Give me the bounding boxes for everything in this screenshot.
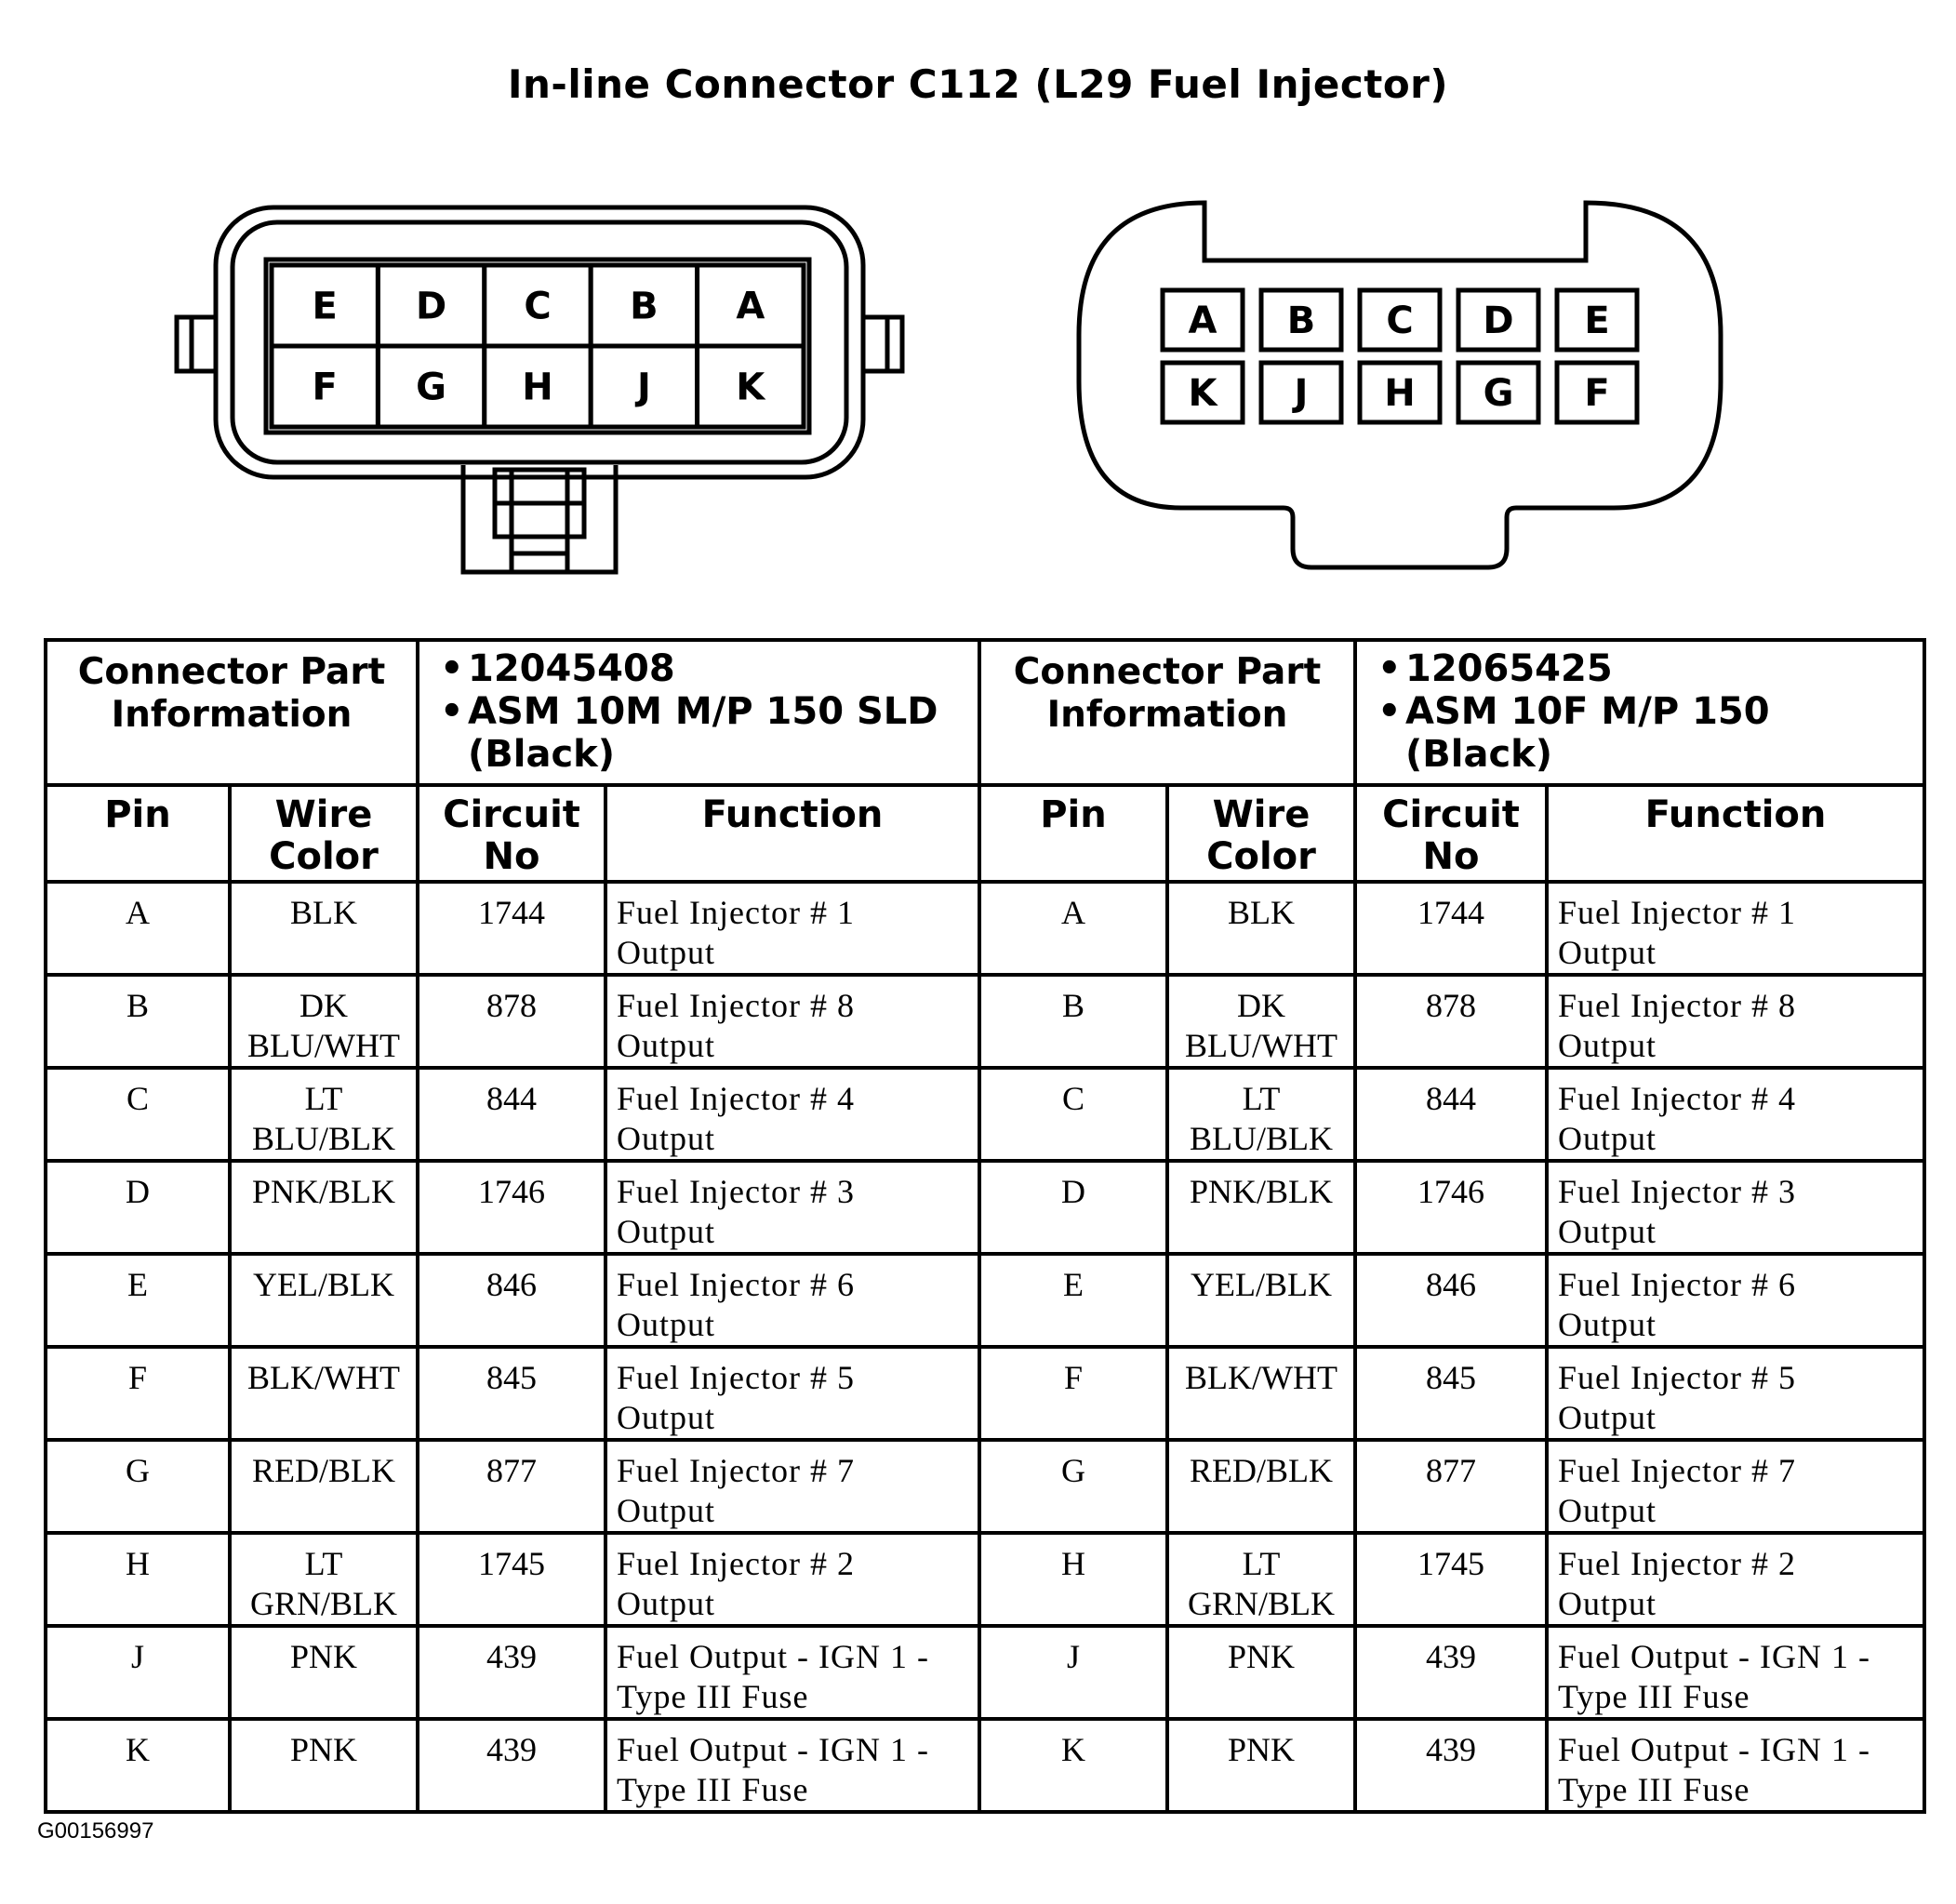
table-row xyxy=(46,1719,1924,1812)
male-pin-label-d: D xyxy=(415,285,447,328)
table-row xyxy=(46,975,1924,1068)
wire-color-cell: PNK/BLK xyxy=(230,1161,418,1254)
left-info-label-line1: Connector Part xyxy=(77,651,386,693)
wire-color-cell: LT BLU/BLK xyxy=(230,1068,418,1161)
pin-cell: F xyxy=(46,1347,230,1440)
pin-cell: H xyxy=(979,1533,1167,1626)
col-header-function: Function xyxy=(1547,785,1924,882)
function-cell: Fuel Output - IGN 1 - Type III Fuse xyxy=(605,1719,979,1812)
figure-id: G00156997 xyxy=(37,1818,154,1844)
left-part-number: • 12045408 xyxy=(468,647,978,690)
circuit-no-cell: 439 xyxy=(418,1719,605,1812)
function-cell: Fuel Injector # 2 Output xyxy=(605,1533,979,1626)
pin-cell: D xyxy=(979,1161,1167,1254)
pin-cell: G xyxy=(979,1440,1167,1533)
part-info-row xyxy=(46,640,1924,785)
male-pin-label-k: K xyxy=(736,366,765,409)
wire-color-cell: LT BLU/BLK xyxy=(1167,1068,1355,1161)
wire-color-cell: PNK xyxy=(1167,1626,1355,1719)
female-pin-label-d: D xyxy=(1483,300,1514,342)
table-row xyxy=(46,1161,1924,1254)
circuit-no-cell: 846 xyxy=(1355,1254,1547,1347)
wire-color-cell: LT GRN/BLK xyxy=(230,1533,418,1626)
circuit-no-cell: 1746 xyxy=(418,1161,605,1254)
wire-color-cell: DK BLU/WHT xyxy=(230,975,418,1068)
right-part-info-label xyxy=(979,640,1355,785)
left-part-description: • ASM 10M M/P 150 SLD xyxy=(468,690,978,733)
male-pin-label-e: E xyxy=(312,285,338,328)
female-pin-label-c: C xyxy=(1386,300,1414,342)
pin-cell: J xyxy=(979,1626,1167,1719)
pin-cell: B xyxy=(46,975,230,1068)
wire-color-cell: DK BLU/WHT xyxy=(1167,975,1355,1068)
female-pin-label-j: J xyxy=(1294,372,1309,415)
female-pin-label-g: G xyxy=(1483,372,1514,415)
table-row xyxy=(46,1533,1924,1626)
pin-cell: B xyxy=(979,975,1167,1068)
male-pin-label-g: G xyxy=(416,366,447,409)
pin-cell: A xyxy=(46,882,230,975)
wire-color-cell: BLK/WHT xyxy=(1167,1347,1355,1440)
circuit-no-cell: 1744 xyxy=(418,882,605,975)
wire-color-cell: RED/BLK xyxy=(230,1440,418,1533)
table-row xyxy=(46,882,1924,975)
circuit-no-cell: 439 xyxy=(1355,1626,1547,1719)
wire-color-cell: LT GRN/BLK xyxy=(1167,1533,1355,1626)
male-pin-label-c: C xyxy=(524,285,552,328)
left-part-info-label xyxy=(46,640,418,785)
wire-color-cell: YEL/BLK xyxy=(1167,1254,1355,1347)
function-cell: Fuel Injector # 1 Output xyxy=(1547,882,1924,975)
wire-color-cell: YEL/BLK xyxy=(230,1254,418,1347)
right-part-description: • ASM 10F M/P 150 xyxy=(1405,690,1923,733)
wire-color-cell: RED/BLK xyxy=(1167,1440,1355,1533)
left-part-details xyxy=(418,640,979,785)
pin-cell: J xyxy=(46,1626,230,1719)
pin-cell: C xyxy=(979,1068,1167,1161)
wire-color-cell: PNK/BLK xyxy=(1167,1161,1355,1254)
col-header-wire-color: Wire Color xyxy=(230,785,418,882)
function-cell: Fuel Injector # 1 Output xyxy=(605,882,979,975)
right-part-color: (Black) xyxy=(1405,733,1553,776)
function-cell: Fuel Injector # 4 Output xyxy=(605,1068,979,1161)
col-header-circuit-no: Circuit No xyxy=(1355,785,1547,882)
wire-color-cell: BLK/WHT xyxy=(230,1347,418,1440)
right-info-label-line2: Information xyxy=(1046,694,1288,736)
function-cell: Fuel Output - IGN 1 - Type III Fuse xyxy=(1547,1719,1924,1812)
table-row xyxy=(46,1347,1924,1440)
female-pin-label-h: H xyxy=(1384,372,1416,415)
function-cell: Fuel Injector # 5 Output xyxy=(605,1347,979,1440)
right-part-details xyxy=(1355,640,1924,785)
column-header-row xyxy=(46,785,1924,882)
function-cell: Fuel Output - IGN 1 - Type III Fuse xyxy=(1547,1626,1924,1719)
female-pin-label-b: B xyxy=(1286,300,1316,342)
table-row xyxy=(46,1068,1924,1161)
male-connector-diagram xyxy=(167,200,930,591)
left-info-label-line2: Information xyxy=(111,694,353,736)
diagram-title: In-line Connector C112 (L29 Fuel Injector) xyxy=(507,61,1449,107)
function-cell: Fuel Injector # 8 Output xyxy=(1547,975,1924,1068)
function-cell: Fuel Injector # 8 Output xyxy=(605,975,979,1068)
pin-cell: E xyxy=(46,1254,230,1347)
circuit-no-cell: 439 xyxy=(1355,1719,1547,1812)
function-cell: Fuel Injector # 2 Output xyxy=(1547,1533,1924,1626)
wire-color-cell: PNK xyxy=(230,1719,418,1812)
pin-cell: K xyxy=(979,1719,1167,1812)
wire-color-cell: PNK xyxy=(1167,1719,1355,1812)
function-cell: Fuel Injector # 4 Output xyxy=(1547,1068,1924,1161)
function-cell: Fuel Output - IGN 1 - Type III Fuse xyxy=(605,1626,979,1719)
pin-cell: H xyxy=(46,1533,230,1626)
circuit-no-cell: 1745 xyxy=(418,1533,605,1626)
male-pin-label-h: H xyxy=(522,366,553,409)
pin-cell: C xyxy=(46,1068,230,1161)
function-cell: Fuel Injector # 3 Output xyxy=(1547,1161,1924,1254)
table-row xyxy=(46,1626,1924,1719)
connector-pinout-table xyxy=(44,638,1926,1814)
table-row xyxy=(46,1440,1924,1533)
right-part-number: • 12065425 xyxy=(1405,647,1923,690)
circuit-no-cell: 844 xyxy=(1355,1068,1547,1161)
male-pin-label-j: J xyxy=(636,366,651,409)
circuit-no-cell: 1745 xyxy=(1355,1533,1547,1626)
circuit-no-cell: 439 xyxy=(418,1626,605,1719)
pin-cell: F xyxy=(979,1347,1167,1440)
pin-cell: K xyxy=(46,1719,230,1812)
male-pin-label-b: B xyxy=(630,285,659,328)
col-header-pin: Pin xyxy=(979,785,1167,882)
function-cell: Fuel Injector # 5 Output xyxy=(1547,1347,1924,1440)
col-header-circuit-no: Circuit No xyxy=(418,785,605,882)
female-pin-label-k: K xyxy=(1188,372,1218,415)
circuit-no-cell: 1746 xyxy=(1355,1161,1547,1254)
function-cell: Fuel Injector # 6 Output xyxy=(605,1254,979,1347)
wire-color-cell: BLK xyxy=(230,882,418,975)
function-cell: Fuel Injector # 7 Output xyxy=(1547,1440,1924,1533)
left-part-color: (Black) xyxy=(468,733,616,776)
circuit-no-cell: 877 xyxy=(1355,1440,1547,1533)
female-pin-label-f: F xyxy=(1584,372,1610,415)
circuit-no-cell: 846 xyxy=(418,1254,605,1347)
circuit-no-cell: 844 xyxy=(418,1068,605,1161)
circuit-no-cell: 877 xyxy=(418,1440,605,1533)
wire-color-cell: PNK xyxy=(230,1626,418,1719)
function-cell: Fuel Injector # 3 Output xyxy=(605,1161,979,1254)
wire-color-cell: BLK xyxy=(1167,882,1355,975)
pin-cell: G xyxy=(46,1440,230,1533)
col-header-pin: Pin xyxy=(46,785,230,882)
pin-cell: E xyxy=(979,1254,1167,1347)
circuit-no-cell: 878 xyxy=(1355,975,1547,1068)
pin-cell: A xyxy=(979,882,1167,975)
male-pin-label-f: F xyxy=(312,366,338,409)
circuit-no-cell: 845 xyxy=(1355,1347,1547,1440)
circuit-no-cell: 878 xyxy=(418,975,605,1068)
col-header-function: Function xyxy=(605,785,979,882)
female-pin-label-a: A xyxy=(1188,300,1218,342)
circuit-no-cell: 845 xyxy=(418,1347,605,1440)
circuit-no-cell: 1744 xyxy=(1355,882,1547,975)
function-cell: Fuel Injector # 6 Output xyxy=(1547,1254,1924,1347)
female-connector-diagram xyxy=(1070,195,1739,577)
function-cell: Fuel Injector # 7 Output xyxy=(605,1440,979,1533)
female-pin-label-e: E xyxy=(1584,300,1610,342)
pin-cell: D xyxy=(46,1161,230,1254)
right-info-label-line1: Connector Part xyxy=(1013,651,1322,693)
col-header-wire-color: Wire Color xyxy=(1167,785,1355,882)
male-pin-label-a: A xyxy=(736,285,765,328)
table-row xyxy=(46,1254,1924,1347)
